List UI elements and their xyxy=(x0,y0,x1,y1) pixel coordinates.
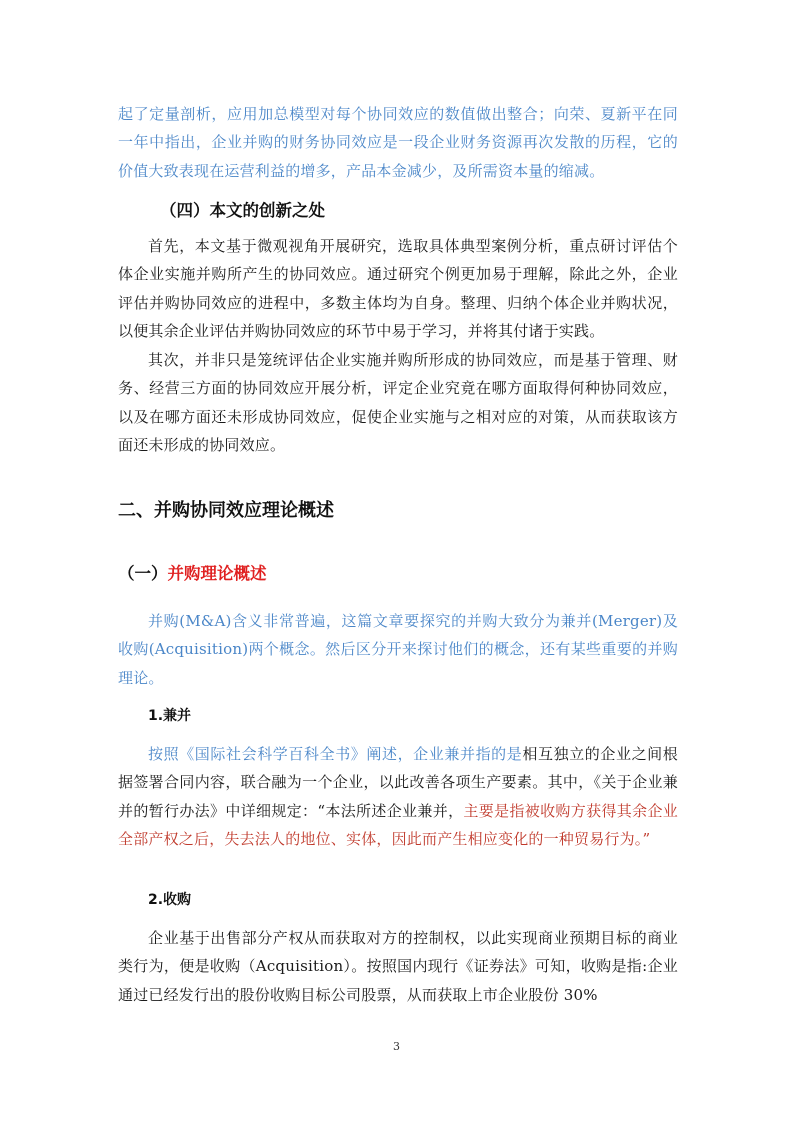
paragraph-innovation-second: 其次，并非只是笼统评估企业实施并购所形成的协同效应，而是基于管理、财务、经营三方面的协同效应开展分析，评定企业究竟在哪方面取得何种协同效应，以及在哪方面还未形成协同效应，促使企业实施与之相对应的对策，从而获取该方面还未形成的协同效应。 xyxy=(118,351,678,455)
paragraph-acquisition-definition: 企业基于出售部分产权从而获取对方的控制权，以此实现商业预期目标的商业类行为，便是收购（Acquisition）。按照国内现行《证券法》可知，收购是指:企业通过已经发行出的股份收购目标公司股票，从而获取上市企业股份 30% xyxy=(118,929,678,1004)
paragraph-innovation-first: 首先，本文基于微观视角开展研究，选取具体典型案例分析，重点研讨评估个体企业实施并购所产生的协同效应。通过研究个例更加易于理解，除此之外，企业评估并购协同效应的进程中，多数主体均为自身。整理、归纳个体企业并购状况，以便其余企业评估并购协同效应的环节中易于学习，并将其付诸于实践。 xyxy=(118,237,678,341)
subheading-merger: 1.兼并 xyxy=(148,708,192,724)
section-heading-ma-theory xyxy=(118,560,267,584)
subheading-acquisition: 2.收购 xyxy=(148,892,192,908)
section-heading-innovation: （四）本文的创新之处 xyxy=(160,201,325,220)
section-heading-prefix: （一） xyxy=(118,564,168,583)
section-heading-title: 并购理论概述 xyxy=(167,564,267,583)
paragraph-literature-review-end: 起了定量剖析，应用加总模型对每个协同效应的数值做出整合；向荣、夏新平在同一年中指出，企业并购的财务协同效应是一段企业财务资源再次发散的历程，它的价值大致表现在运营利益的增多，产品本金减少，及所需资本量的缩减。 xyxy=(118,105,678,180)
paragraph-ma-definition: 并购(M&A)含义非常普遍，这篇文章要探究的并购大致分为兼并(Merger)及收购(Acquisition)两个概念。然后区分开来探讨他们的概念，还有某些重要的并购理论。 xyxy=(118,612,678,687)
page-number: 3 xyxy=(393,1040,400,1053)
paragraph-merger-definition xyxy=(118,740,678,854)
merger-text-blue: 按照《国际社会科学百科全书》阐述，企业兼并指的是 xyxy=(148,745,523,763)
merger-text-red: 主要是指被收购方获得其余企业全部产权之后，失去法人的地位、实体，因此而产生相应变化的一种贸易行为。” xyxy=(118,801,678,849)
merger-text-black: 相互独立的企业之间根据签署合同内容，联合融为一个企业，以此改善各项生产要素。其中，《关于企业兼并的暂行办法》中详细规定：“本法所述企业兼并， xyxy=(118,745,678,820)
chapter-heading-theory-overview: 二、并购协同效应理论概述 xyxy=(118,500,334,521)
